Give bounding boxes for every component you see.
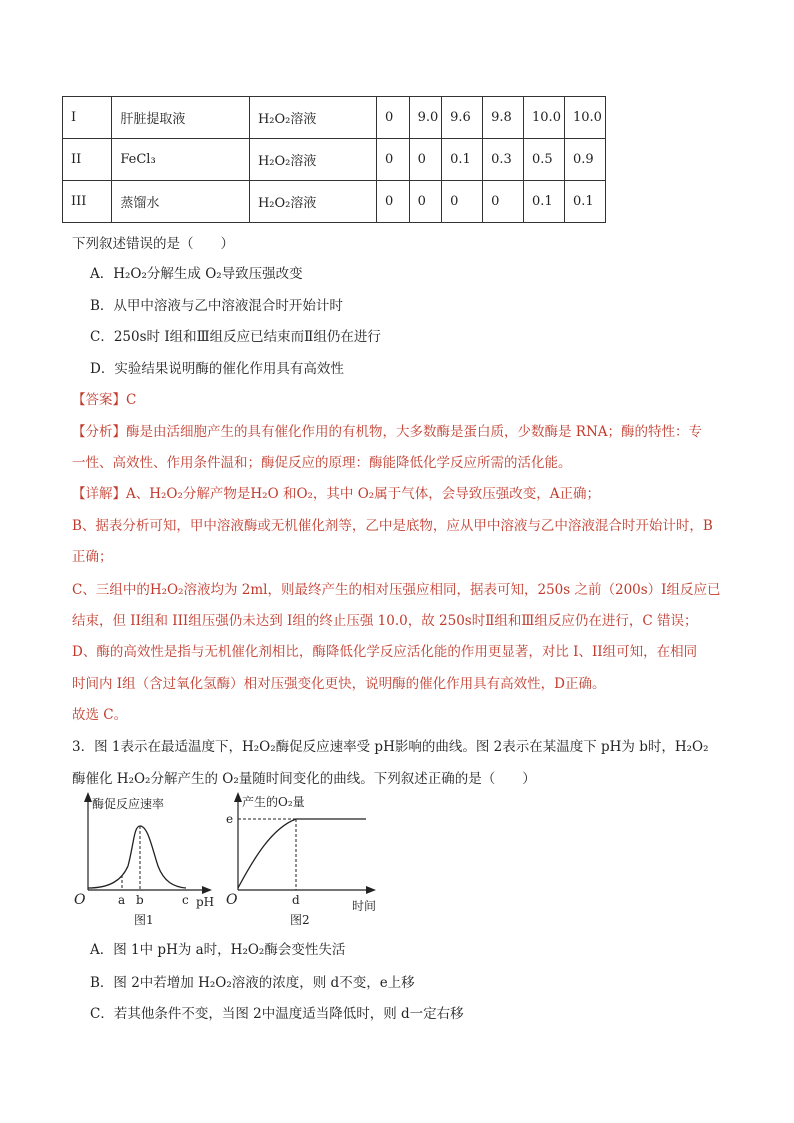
q3-stem-2: 酶催化 H₂O₂分解产生的 O₂量随时间变化的曲线。下列叙述正确的是（ ）	[72, 771, 536, 787]
value-cell: 0	[377, 181, 410, 223]
fig1-x-arrow	[202, 886, 212, 894]
fig1-tick-a: a	[118, 893, 126, 907]
detail-line-6: D、酶的高效性是指与无机催化剂相比，酶降低化学反应活化能的作用更显著，对比 I、II组可知，在相同	[72, 644, 698, 660]
q2-option-d: D．实验结果说明酶的催化作用具有高效性	[90, 361, 344, 377]
conclusion-line: 故选 C。	[72, 707, 128, 723]
q3-option-b: B．图 2中若增加 H₂O₂溶液的浓度，则 d不变，e上移	[90, 975, 415, 991]
fig2-curve	[238, 819, 366, 888]
detail-line-5: 结束，但 II组和 III组压强仍未达到 I组的终止压强 10.0，故 250s时Ⅱ组和Ⅲ组反应仍在进行，C 错误；	[72, 613, 698, 629]
table-row	[63, 139, 606, 181]
analysis-line-2: 一性、高效性、作用条件温和；酶促反应的原理：酶能降低化学反应所需的活化能。	[72, 455, 572, 471]
figure-1	[70, 788, 220, 928]
value-cell: 9.8	[483, 97, 524, 139]
substrate-cell: H₂O₂溶液	[249, 139, 376, 181]
answer-line	[72, 388, 136, 408]
analysis-tag: 【分析】	[72, 424, 126, 440]
fig2-ylevel: e	[226, 812, 234, 826]
fig2-caption: 图2	[290, 913, 310, 927]
fig1-origin: O	[74, 892, 86, 908]
value-cell: 0.1	[524, 181, 565, 223]
q2-option-a: A．H₂O₂分解生成 O₂导致压强改变	[90, 266, 303, 282]
table-row	[63, 181, 606, 223]
substrate-cell: H₂O₂溶液	[249, 181, 376, 223]
value-cell: 0	[483, 181, 524, 223]
group-cell: I	[63, 97, 112, 139]
analysis-text-1: 酶是由活细胞产生的具有催化作用的有机物，大多数酶是蛋白质，少数酶是 RNA；酶的特性：专	[126, 424, 703, 440]
detail-text-1: A、H₂O₂分解产物是H₂O 和O₂，其中 O₂属于气体，会导致压强改变，A正确；	[126, 486, 600, 502]
results-table	[62, 96, 606, 223]
group-cell: III	[63, 181, 112, 223]
detail-line-4: C、三组中的H₂O₂溶液均为 2ml，则最终产生的相对压强应相同，据表可知，250s 之前（200s）I组反应已	[72, 582, 721, 598]
value-cell: 0.5	[524, 139, 565, 181]
value-cell: 10.0	[524, 97, 565, 139]
value-cell: 0.9	[564, 139, 605, 181]
detail-line-2: B、据表分析可知，甲中溶液酶或无机催化剂等，乙中是底物，应从甲中溶液与乙中溶液混合时开始计时，B	[72, 518, 713, 534]
value-cell: 0	[377, 97, 410, 139]
q2-option-c: C．250s时 I组和Ⅲ组反应已结束而Ⅱ组仍在进行	[90, 329, 381, 345]
q3-option-a: A．图 1中 pH为 a时，H₂O₂酶会变性失活	[90, 942, 346, 958]
fig2-ylabel: 产生的O₂量	[242, 795, 305, 809]
table-row	[63, 97, 606, 139]
fig2-origin: O	[226, 892, 238, 908]
analysis-line-1	[72, 420, 702, 440]
value-cell: 9.6	[442, 97, 483, 139]
q3-option-c: C．若其他条件不变，当图 2中温度适当降低时，则 d一定右移	[90, 1006, 464, 1022]
value-cell: 0.1	[442, 139, 483, 181]
value-cell: 0	[377, 139, 410, 181]
fig2-tick-d: d	[292, 893, 300, 907]
q3-stem-1: 3．图 1表示在最适温度下，H₂O₂酶促反应速率受 pH影响的曲线。图 2表示在某温度下 pH为 b时，H₂O₂	[72, 739, 709, 755]
q2-option-b: B．从甲中溶液与乙中溶液混合时开始计时	[90, 298, 343, 314]
fig1-caption: 图1	[134, 913, 154, 927]
value-cell: 0	[409, 181, 442, 223]
detail-line-3: 正确；	[72, 549, 113, 565]
fig1-tick-b: b	[136, 893, 144, 907]
substrate-cell: H₂O₂溶液	[249, 97, 376, 139]
detail-line-7: 时间内 I组（含过氧化氢酶）相对压强变化更快，说明酶的催化作用具有高效性，D正确。	[72, 676, 606, 692]
figure-2	[224, 788, 384, 928]
group-cell: II	[63, 139, 112, 181]
fig1-y-arrow	[84, 792, 92, 802]
fig1-curve	[88, 826, 186, 888]
fig1-ylabel: 酶促反应速率	[92, 797, 165, 811]
value-cell: 0	[409, 139, 442, 181]
reagent-cell: 肝脏提取液	[112, 97, 250, 139]
fig1-xlabel: pH	[196, 895, 215, 909]
fig2-x-arrow	[366, 886, 376, 894]
value-cell: 0	[442, 181, 483, 223]
value-cell: 9.0	[409, 97, 442, 139]
fig2-y-arrow	[234, 792, 242, 802]
answer-tag: 【答案】	[72, 392, 126, 408]
value-cell: 0.1	[564, 181, 605, 223]
reagent-cell: 蒸馏水	[112, 181, 250, 223]
reagent-cell: FeCl₃	[112, 139, 250, 181]
detail-line-1	[72, 482, 600, 502]
answer-value: C	[126, 392, 137, 408]
detail-tag: 【详解】	[72, 486, 126, 502]
fig2-xlabel: 时间	[352, 899, 377, 913]
fig1-tick-c: c	[182, 893, 189, 907]
value-cell: 0.3	[483, 139, 524, 181]
value-cell: 10.0	[564, 97, 605, 139]
q2-stem: 下列叙述错误的是（ ）	[72, 236, 234, 252]
